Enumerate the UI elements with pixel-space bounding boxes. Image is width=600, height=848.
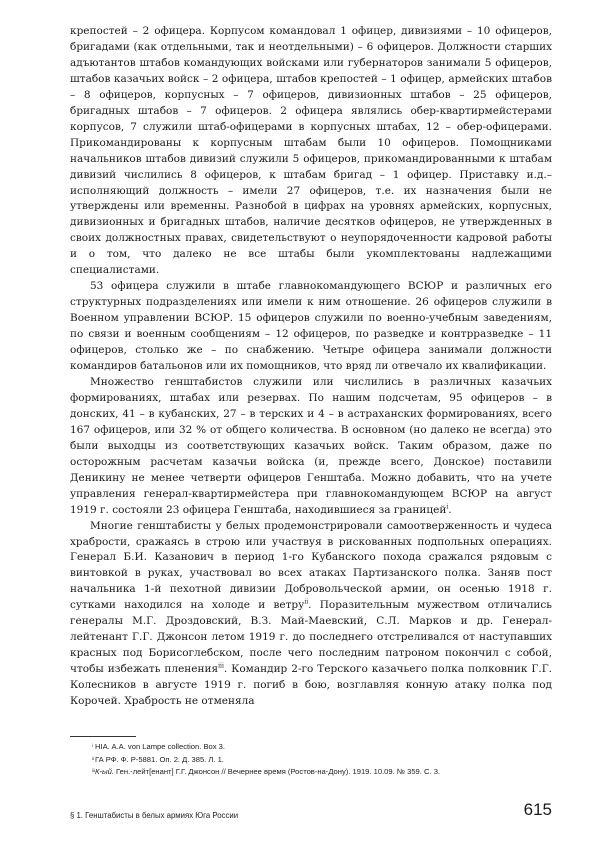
footnote-ref-3: iii <box>218 662 224 670</box>
paragraph-4 <box>70 519 552 710</box>
footnote-text: HIA. A.A. von Lampe collection. Box 3. <box>95 742 226 751</box>
paragraph-4-text-a: Многие генштабисты у белых продемонстрировали самоотверженность и чудеса храбрости, сражаясь в строю или участвуя в рискованных подпольных операциях. Генерал Б.И. Казанович в период 1-го Кубанского похода сражался рядовым с винтовкой в руках, участвовал во всех атаках Партизанского полка. Заняв пост начальника 1-й пехотной дивизии Добровольческой армии, он осенью 1918 г. сутками находился на холоде и ветру <box>70 519 552 612</box>
paragraph-3-text: Множество генштабистов служили или числились в различных казачьих формированиях, штабах или резервах. По нашим подсчетам, 95 офицеров – в донских, 41 – в кубанских, 27 – в терских и 4 – в астраханских формированиях, всего 167 офицеров, или 32 % от общего количества. В основном (но далеко не всегда) это были выходцы из соответствующих казачьих войск. Таким образом, даже по осторожным расчетам казачьи войска (и, прежде всего, Донское) поставили Деникину не менее четверти офицеров Генштаба. Можно добавить, что на учете управления генерал-квартирмейстера при главнокомандующем ВСЮР на август 1919 г. состояли 23 офицера Генштаба, находившиеся за границей <box>70 375 552 516</box>
footnote-divider <box>70 736 136 737</box>
footnote-text: ГА РФ. Ф. Р-5881. Оп. 2. Д. 385. Л. 1. <box>95 754 224 764</box>
footnote-number: i <box>92 743 93 748</box>
footnote-author: К-ый. <box>95 767 114 777</box>
page-number: 615 <box>523 800 552 819</box>
footnote-2 <box>70 754 552 767</box>
footnote-ref-2: ii <box>304 598 309 606</box>
paragraph-2 <box>70 279 552 375</box>
paragraph-4-text-c: . Командир 2-го Терского казачьего полка полковник Г.Г. Колесников в августе 1919 г. погиб в бою, возглавляя конную атаку полка под Корочей. Храбрость не отменяла <box>70 663 552 708</box>
footnotes <box>70 741 552 779</box>
paragraph-4-text-b: . Поразительным мужеством отличались генералы М.Г. Дроздовский, В.З. Май-Маевский, С.Л. Марков и др. Генерал-лейтенант Г.Г. Джонсон летом 1919 г. до последнего отстреливался от наступавших красных под Борисоглебском, после чего последним патроном покончил с собой, чтобы избежать пленения <box>70 599 552 676</box>
paragraph-1-text: крепостей – 2 офицера. Корпусом командовал 1 офицер, дивизиями – 10 офицеров, бригадами (как отдельными, так и неотдельными) – 6 офицеров. Должности старших адъютантов штабов командующих войсками или губернаторов занимали 5 офицеров, штабов казачьих войск – 2 офицера, штабов крепостей – 1 офицер, армейских штабов – 8 офицеров, корпусных – 7 офицеров, дивизионных штабов – 25 офицеров, бригадных штабов – 7 офицеров. 2 офицера являлись обер-квартирмейстерами корпусов, 7 служили штаб-офицерами в корпусных штабах, 12 – обер-офицерами. Прикомандированы к корпусным штабам были 10 офицеров. Помощниками начальников штабов дивизий служили 5 офицеров, прикомандированными к штабам дивизий числились 8 офицеров, к штабам бригад – 1 офицер. Приставку и.д.– исполняющий должность – имели 27 офицеров, т.е. их назначения были не утверждены или временны. Разнобой в цифрах на уровнях армейских, корпусных, дивизионных и бригадных штабов, наличие десятков офицеров, не утвержденных в своих должностных правах, свидетельствуют о неупорядоченности кадровой работы и о том, что далеко не все штабы были укомплектованы надлежащими специалистами. <box>70 25 552 277</box>
footnote-ref-1: i <box>446 503 449 511</box>
paragraph-1 <box>70 24 552 279</box>
footnote-number: iii <box>92 768 95 774</box>
paragraph-2-text: 53 офицера служили в штабе главнокомандующего ВСЮР и различных его структурных подразделениях или имели к ним отношение. 26 офицеров служили в Военном управлении ВСЮР. 15 офицеров служили по военно-учебным заведениям, по связи и военным сообщениям – 12 офицеров, по разведке и контрразведке – 11 офицеров, столько же – по снабжению. Четыре офицера занимали должности командиров батальонов или их помощников, что вряд ли отвечало их квалификации. <box>70 280 552 373</box>
footnote-3 <box>70 766 552 779</box>
paragraph-3: Множество генштабистов служили или числились в различных казачьих формированиях, штабах или резервах. По нашим подсчетам, 95 офицеров – в донских, 41 – в кубанских, 27 – в терских и 4 – в астраханских формированиях, всего 167 офицеров, или 32 % от общего количества. В основном (но далеко не всегда) это были выходцы из соответствующих казачьих войск. Таким образом, даже по осторожным расчетам казачьи войска (и, прежде всего, Донское) поставили Деникину не менее четверти офицеров Генштаба. Можно добавить, что на учете управления генерал-квартирмейстера при главнокомандующем ВСЮР на август 1919 г. состояли 23 офицера Генштаба, находившиеся за границей$^i$. <box>70 375 552 516</box>
running-footer: § 1. Генштабисты в белых армиях Юга России <box>70 811 239 820</box>
footnote-1 <box>70 741 552 754</box>
body-text <box>70 24 552 710</box>
footnote-text: Ген.-лейт[енант] Г.Г. Джонсон // Вечернее время (Ростов-на-Дону). 1919. 10.09. № 359. С. 3. <box>113 767 441 777</box>
footnote-number: ii <box>92 755 94 761</box>
